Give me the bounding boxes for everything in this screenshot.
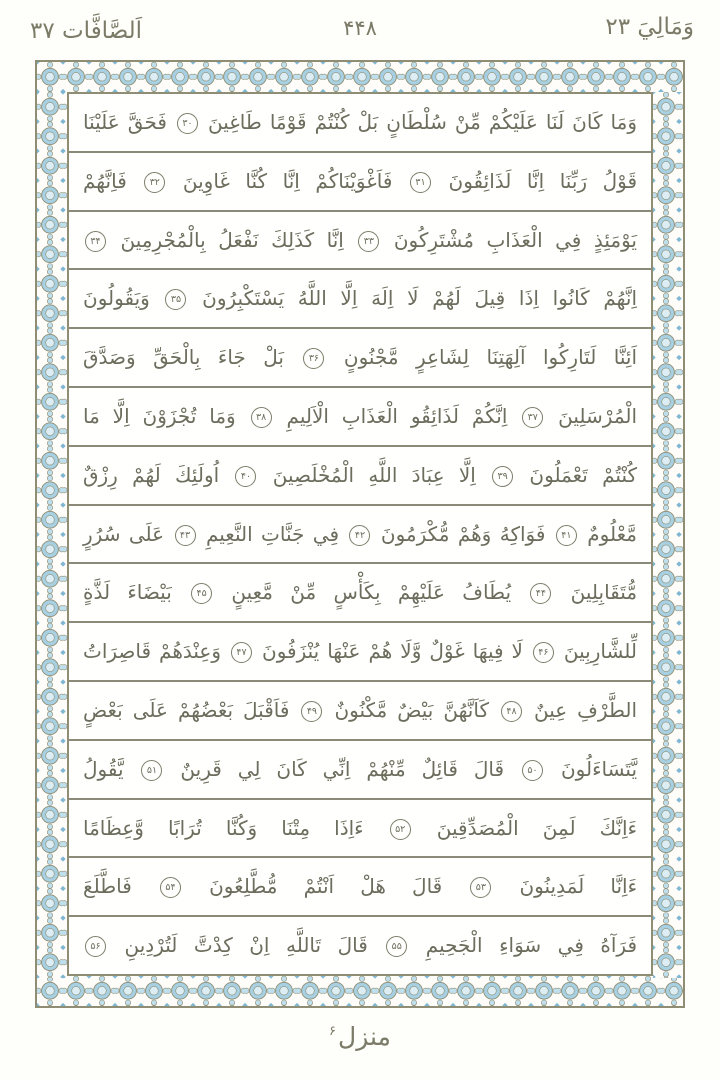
- ayah-number-medallion: ۳۰: [177, 113, 198, 134]
- ayah-number-medallion: ۵۵: [386, 936, 407, 957]
- verse-text: قَالَ تَاللَّهِ اِنْ كِدْتَّ لَتُرْدِينِ: [124, 933, 368, 958]
- quran-line: [69, 447, 651, 506]
- verse-text: اُولَئِكَ لَهُمْ رِزْقٌ: [83, 462, 220, 487]
- verse-text: كُنْتُمْ تَعْمَلُونَ: [529, 462, 638, 487]
- juz-marker: وَمَالِيَ ۲۳: [605, 14, 694, 40]
- quran-line: [69, 212, 651, 271]
- ayah-number-medallion: ۴۱: [556, 525, 577, 546]
- quran-line: [69, 506, 651, 565]
- quran-line: [69, 329, 651, 388]
- page-number: ۴۴۸: [343, 16, 377, 40]
- quran-line: [69, 623, 651, 682]
- verse-text: اِنَّا كَذَلِكَ نَفْعَلُ بِالْمُجْرِمِينَ: [120, 227, 344, 252]
- quran-line: [69, 94, 651, 153]
- verse-text: لِّلشَّارِبِينَ: [563, 639, 638, 664]
- ayah-number-medallion: ۴۸: [501, 701, 522, 722]
- ayah-number-medallion: ۴۴: [530, 583, 551, 604]
- border-band-left: [37, 92, 67, 978]
- verse-text: مَّعْلُومٌ: [587, 521, 637, 546]
- ayah-number-medallion: ۵۴: [160, 877, 181, 898]
- verse-text: فَرَآهُ فِي سَوَاءِ الْجَحِيمِ: [425, 933, 638, 958]
- ayah-number-medallion: ۵۱: [141, 760, 162, 781]
- verse-text: فَاِنَّهُمْ: [83, 168, 127, 193]
- verse-text: فِي جَنَّاتِ النَّعِيمِ: [205, 521, 340, 546]
- quran-line: [69, 270, 651, 329]
- ayah-number-medallion: ۵۲: [390, 819, 411, 840]
- verse-text: عَلَى سُرُرٍ: [83, 521, 165, 546]
- ayah-number-medallion: ۴۰: [235, 466, 256, 487]
- ayah-number-medallion: ۴۳: [175, 525, 196, 546]
- quran-lines: [67, 92, 653, 976]
- ayah-number-medallion: ۴۵: [191, 583, 212, 604]
- verse-text: ءَاِذَا مِتْنَا وَكُنَّا تُرَابًا وَّعِظَامًا: [83, 815, 364, 840]
- verse-text: وَعِنْدَهُمْ قَاصِرَاتُ: [83, 639, 222, 664]
- manzil-label: منزل: [338, 1022, 391, 1051]
- verse-text: الطَّرْفِ عِينٌ: [533, 697, 638, 722]
- quran-line: [69, 800, 651, 859]
- running-header: [0, 8, 720, 54]
- verse-text: اِنَّكُمْ لَذَائِقُو الْعَذَابِ الْاَلِيمِ: [286, 403, 508, 428]
- ayah-number-medallion: ۳۲: [144, 172, 165, 193]
- verse-text: اِنَّهُمْ كَانُوا اِذَا قِيلَ لَهُمْ لَا اِلَهَ اِلَّا اللَّهُ يَسْتَكْبِرُونَ: [202, 286, 638, 311]
- verse-text: يَوْمَئِذٍ فِي الْعَذَابِ مُشْتَرِكُونَ: [393, 227, 637, 252]
- ayah-number-medallion: ۴۹: [301, 701, 322, 722]
- verse-text: قَالَ قَائِلٌ مِّنْهُمْ اِنِّي كَانَ لِي قَرِينٌ: [180, 756, 505, 781]
- ayah-number-medallion: ۳۱: [410, 172, 431, 193]
- quran-line: [69, 682, 651, 741]
- quran-line: [69, 564, 651, 623]
- ayah-number-medallion: ۳۳: [358, 231, 379, 252]
- verse-text: قَالَ هَلْ اَنْتُمْ مُّطَّلِعُونَ: [209, 874, 443, 899]
- border-band-right: [653, 92, 683, 978]
- manzil-footer: [0, 1022, 720, 1051]
- ayah-number-medallion: ۵۰: [522, 760, 543, 781]
- verse-text: اَئِنَّا لَتَارِكُوا آلِهَتِنَا لِشَاعِرٍ مَّجْنُونٍ: [343, 345, 638, 370]
- ayah-number-medallion: ۳۷: [522, 407, 543, 428]
- verse-text: وَيَقُولُونَ: [83, 286, 150, 311]
- verse-text: كَاَنَّهُنَّ بَيْضٌ مَّكْنُونٌ: [334, 697, 489, 722]
- border-band-top: [37, 62, 683, 92]
- quran-line: [69, 153, 651, 212]
- ayah-number-medallion: ۵۶: [85, 936, 106, 957]
- verse-text: مُّتَقَابِلِينَ: [570, 580, 638, 605]
- ayah-number-medallion: ۵۳: [470, 877, 491, 898]
- surah-title: اَلصَّافَّات ۳۷: [30, 18, 143, 44]
- ayah-number-medallion: ۴۶: [533, 642, 554, 663]
- verse-text: فَحَقَّ عَلَيْنَا: [83, 110, 167, 134]
- verse-text: بَيْضَاءَ لَذَّةٍ: [83, 580, 172, 605]
- ayah-number-medallion: ۳۴: [85, 231, 106, 252]
- verse-text: يَّقُولُ: [83, 756, 124, 781]
- verse-text: بَلْ جَاءَ بِالْحَقِّ وَصَدَّقَ: [83, 345, 284, 370]
- manzil-number: ۶: [329, 1024, 337, 1039]
- verse-text: يُطَافُ عَلَيْهِمْ بِكَأْسٍ مِّنْ مَّعِينٍ: [231, 580, 512, 605]
- quran-line: [69, 741, 651, 800]
- verse-text: وَمَا كَانَ لَنَا عَلَيْكُمْ مِّنْ سُلْطَانٍ بَلْ كُنْتُمْ قَوْمًا طَاغِينَ: [208, 110, 638, 134]
- border-band-bottom: [37, 976, 683, 1006]
- verse-text: قَوْلُ رَبِّنَا اِنَّا لَذَائِقُونَ: [448, 168, 638, 193]
- verse-text: فَاَغْوَيْنَاكُمْ اِنَّا كُنَّا غَاوِينَ: [182, 168, 393, 193]
- verse-text: اِلَّا عِبَادَ اللَّهِ الْمُخْلَصِينَ: [272, 462, 476, 487]
- verse-text: وَمَا تُجْزَوْنَ اِلَّا مَا: [83, 403, 236, 428]
- ayah-number-medallion: ۳۸: [251, 407, 272, 428]
- verse-text: ءَاِنَّكَ لَمِنَ الْمُصَدِّقِينَ: [436, 815, 638, 840]
- quran-line: [69, 917, 651, 974]
- ayah-number-medallion: ۴۷: [231, 642, 252, 663]
- verse-text: فَوَاكِهُ وَهُمْ مُّكْرَمُونَ: [380, 521, 546, 546]
- verse-text: لَا فِيهَا غَوْلٌ وَّلَا هُمْ عَنْهَا يُنْزَفُونَ: [262, 639, 523, 664]
- verse-text: فَاطَّلَعَ: [83, 874, 132, 899]
- ornamental-frame: [35, 60, 685, 1008]
- verse-text: فَاَقْبَلَ بَعْضُهُمْ عَلَى بَعْضٍ: [83, 697, 290, 722]
- quran-line: [69, 388, 651, 447]
- ayah-number-medallion: ۳۹: [492, 466, 513, 487]
- ayah-number-medallion: ۴۲: [349, 525, 370, 546]
- verse-text: الْمُرْسَلِينَ: [558, 403, 638, 428]
- ayah-number-medallion: ۳۶: [303, 348, 324, 369]
- quran-line: [69, 858, 651, 917]
- verse-text: يَّتَسَاءَلُونَ: [560, 756, 638, 781]
- ayah-number-medallion: ۳۵: [165, 289, 186, 310]
- verse-text: ءَاِنَّا لَمَدِينُونَ: [519, 874, 637, 899]
